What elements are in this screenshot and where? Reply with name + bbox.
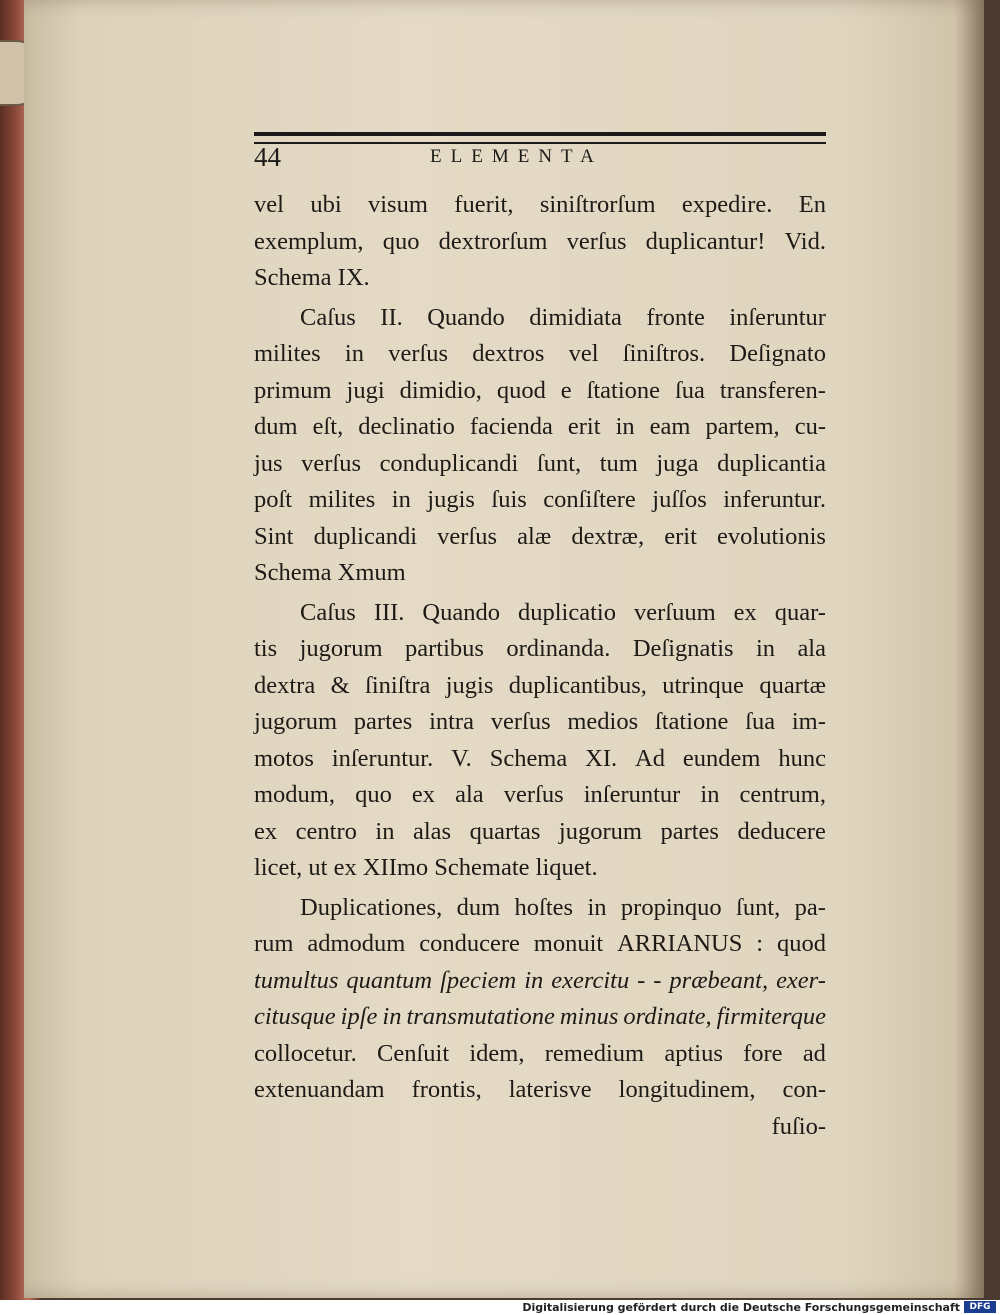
- word: hoſtes: [514, 893, 574, 921]
- word: motos: [254, 744, 314, 772]
- word: verſus: [388, 340, 449, 367]
- word: centro: [295, 817, 357, 845]
- word: Sint: [254, 522, 294, 550]
- word: jus: [254, 449, 283, 477]
- word: ſuis: [491, 486, 527, 513]
- word: duplicantibus,: [508, 671, 647, 699]
- word: jugorum: [558, 817, 642, 845]
- word: Deſignatis: [632, 635, 734, 662]
- word: vel: [568, 340, 599, 367]
- word: duplicantur!: [645, 227, 766, 255]
- word: exer-: [776, 966, 826, 994]
- word: hunc: [778, 744, 826, 772]
- word: laterisve: [508, 1076, 592, 1103]
- word: medios: [567, 708, 639, 735]
- word: Schema: [489, 744, 568, 772]
- word: jugis: [427, 486, 475, 513]
- text-line: [254, 187, 826, 224]
- text-line: [254, 224, 826, 261]
- word: dextros: [472, 340, 545, 367]
- text-line: Schema Xmum: [254, 559, 406, 586]
- text-line: [254, 668, 826, 705]
- word: ordinanda.: [506, 635, 611, 662]
- word: ordinate,: [623, 1003, 712, 1030]
- word: quo: [355, 781, 392, 808]
- word: primum: [254, 376, 332, 404]
- text-line: fuſio-: [771, 1112, 826, 1140]
- digitization-credit: Digitalisierung gefördert durch die Deutsche Forschungsgemeinschaft: [522, 1301, 960, 1314]
- word: partibus: [405, 635, 484, 662]
- word: evolutionis: [717, 522, 826, 550]
- word: in: [587, 893, 607, 921]
- word: ala: [797, 635, 826, 662]
- word: ſunt,: [736, 893, 781, 921]
- word: quod: [496, 376, 546, 404]
- word: dextræ,: [571, 522, 645, 550]
- word: intra: [429, 708, 474, 735]
- word: transferen-: [719, 376, 826, 404]
- word: quartas: [469, 817, 541, 845]
- word: transmutatione: [406, 1003, 555, 1030]
- word: in: [755, 635, 776, 662]
- word: juſſos: [652, 486, 707, 513]
- word: ad: [802, 1039, 826, 1067]
- text-line: [254, 482, 826, 519]
- word: exercitu: [551, 966, 630, 994]
- text-line: licet, ut ex XIImo Schemate liquet.: [254, 854, 598, 881]
- word: Quando: [427, 303, 505, 331]
- word: centrum,: [739, 781, 826, 808]
- word: erit: [567, 413, 601, 440]
- word: inſeruntur: [583, 781, 681, 808]
- word: alas: [413, 817, 452, 845]
- word: in: [344, 340, 364, 367]
- text-line: [254, 300, 826, 337]
- word: im-: [791, 708, 826, 735]
- word: modum,: [254, 781, 335, 808]
- text-line: [254, 963, 826, 1000]
- word: Deſignato: [729, 340, 826, 367]
- word: &: [330, 671, 350, 699]
- page-gutter-shadow: [954, 0, 984, 1298]
- page-number: 44: [254, 142, 281, 172]
- text-line: [254, 890, 826, 927]
- word: ex: [733, 598, 757, 626]
- word: propinquo: [620, 893, 722, 921]
- text-line: [254, 1072, 826, 1109]
- word: ſpeciem: [440, 966, 517, 994]
- header-rule-thick: [254, 132, 826, 136]
- word: ARRIANUS: [617, 930, 743, 957]
- word: inſeruntur.: [331, 744, 434, 772]
- word: conduplicandi: [379, 449, 519, 477]
- word: tum: [599, 449, 638, 477]
- word: in: [375, 817, 395, 845]
- text-line: [254, 704, 826, 741]
- word: deducere: [737, 817, 826, 845]
- word: ſtatione: [586, 376, 661, 404]
- word: firmiterque: [716, 1003, 826, 1030]
- text-line: [254, 999, 826, 1036]
- word: aptius: [664, 1039, 723, 1067]
- word: in: [382, 1003, 402, 1030]
- word: ubi: [310, 191, 342, 218]
- word: dimidiata: [529, 303, 622, 331]
- word: monuit: [533, 930, 604, 957]
- word: dimidio,: [399, 376, 482, 404]
- word: duplicantia: [717, 449, 826, 477]
- word: V.: [451, 744, 472, 772]
- word: cu-: [794, 413, 826, 440]
- word: jugi: [346, 376, 385, 404]
- word: Caſus: [300, 303, 356, 331]
- word: inferuntur.: [723, 486, 826, 513]
- word: Caſus: [300, 598, 356, 626]
- word: in: [391, 486, 411, 513]
- word: quartæ: [759, 671, 826, 699]
- header-rule-thin: [254, 142, 826, 144]
- text-line: [254, 777, 826, 814]
- word: ſtatione: [654, 708, 729, 735]
- word: verſus: [566, 227, 627, 255]
- text-line: Schema IX.: [254, 264, 370, 291]
- word: duplicandi: [313, 522, 418, 550]
- word: ex: [411, 781, 436, 808]
- word: inſeruntur: [729, 303, 826, 331]
- word: minus: [559, 1003, 619, 1030]
- word: ſua: [745, 708, 776, 735]
- word: poſt: [254, 486, 293, 513]
- word: exemplum,: [254, 227, 364, 255]
- word: quantum: [346, 966, 433, 994]
- word: partem,: [705, 413, 780, 440]
- word: ſiniſtros.: [622, 340, 706, 367]
- word: pa-: [794, 893, 826, 921]
- text-line: [254, 519, 826, 556]
- word: facienda: [469, 413, 553, 440]
- word: in: [524, 966, 544, 994]
- word: verſus: [503, 781, 564, 808]
- word: ſunt,: [536, 449, 582, 477]
- text-line: [254, 373, 826, 410]
- word: partes: [660, 817, 719, 845]
- text-line: [254, 1036, 826, 1073]
- word: tumultus: [254, 966, 339, 994]
- word: in: [700, 781, 720, 808]
- word: III.: [373, 598, 405, 626]
- word: Duplicationes,: [300, 893, 443, 921]
- text-line: [254, 336, 826, 373]
- word: jugis: [445, 671, 494, 699]
- word: quod: [776, 930, 826, 957]
- word: XI.: [585, 744, 618, 772]
- word: milites: [254, 340, 321, 367]
- body-text: [254, 187, 826, 1145]
- word: dextra: [254, 671, 316, 699]
- word: vel: [254, 191, 284, 218]
- word: Quando: [422, 598, 500, 626]
- word: conducere: [419, 930, 520, 957]
- text-line: [254, 814, 826, 851]
- word: milites: [308, 486, 376, 513]
- word: expedire.: [681, 191, 773, 218]
- word: in: [615, 413, 635, 440]
- word: verſuum: [633, 598, 716, 626]
- word: dextrorſum: [438, 227, 548, 255]
- dfg-logo: DFG: [964, 1301, 996, 1313]
- word: jugorum: [299, 635, 383, 662]
- word: ipſe: [340, 1003, 378, 1030]
- word: extenuandam: [254, 1076, 385, 1103]
- word: visum: [368, 191, 428, 218]
- running-head: ELEMENTA: [430, 146, 603, 167]
- word: siniſtrorſum: [539, 191, 656, 218]
- word: eſt,: [312, 413, 344, 440]
- word: juga: [656, 449, 699, 477]
- word: -: [653, 966, 662, 994]
- word: e: [560, 376, 572, 404]
- word: ala: [455, 781, 484, 808]
- word: alæ: [517, 522, 552, 550]
- text-line: [254, 926, 826, 963]
- word: præbeant,: [669, 966, 769, 994]
- word: declinatio: [358, 413, 455, 440]
- text-line: [254, 446, 826, 483]
- word: admodum: [307, 930, 406, 957]
- word: eundem: [682, 744, 761, 772]
- text-line: [254, 409, 826, 446]
- word: eam: [649, 413, 691, 440]
- word: ſua: [674, 376, 705, 404]
- word: duplicatio: [518, 598, 616, 626]
- word: citusque: [254, 1003, 336, 1030]
- word: dum: [456, 893, 501, 921]
- word: Vid.: [784, 227, 826, 255]
- word: quar-: [774, 598, 826, 626]
- word: -: [637, 966, 646, 994]
- word: remedium: [544, 1039, 645, 1067]
- word: partes: [353, 708, 413, 735]
- word: conſiſtere: [543, 486, 636, 513]
- text-line: [254, 631, 826, 668]
- word: II.: [380, 303, 403, 331]
- word: frontis,: [411, 1076, 482, 1103]
- word: idem,: [469, 1039, 525, 1067]
- word: verſus: [301, 449, 362, 477]
- word: fuerit,: [454, 191, 514, 218]
- word: rum: [254, 930, 294, 957]
- text-line: [254, 595, 826, 632]
- word: verſus: [437, 522, 498, 550]
- word: longitudinem,: [618, 1076, 756, 1103]
- word: tis: [254, 635, 278, 662]
- word: quo: [382, 227, 420, 255]
- word: Ad: [635, 744, 665, 772]
- word: ex: [254, 817, 278, 845]
- word: Cenſuit: [376, 1039, 450, 1067]
- word: ſiniſtra: [365, 671, 431, 699]
- word: fronte: [646, 303, 705, 331]
- word: erit: [664, 522, 697, 550]
- word: verſus: [490, 708, 551, 735]
- text-line: [254, 741, 826, 778]
- word: :: [756, 930, 764, 957]
- word: con-: [782, 1076, 826, 1103]
- word: collocetur.: [254, 1039, 357, 1067]
- word: En: [798, 191, 826, 218]
- word: dum: [254, 413, 298, 440]
- footer-bar: [0, 1300, 1000, 1315]
- word: fore: [743, 1039, 783, 1067]
- word: jugorum: [254, 708, 338, 735]
- word: utrinque: [662, 671, 744, 699]
